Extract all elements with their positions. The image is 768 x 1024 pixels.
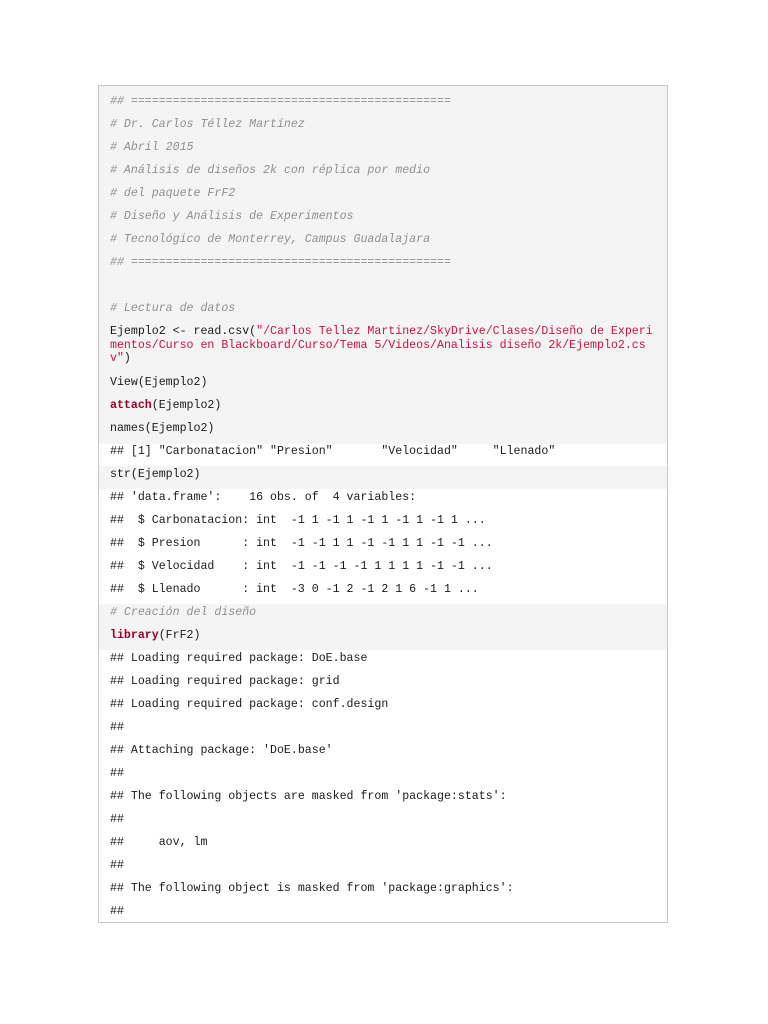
code-document-frame xyxy=(98,85,668,923)
comment-course: # Diseño y Análisis de Experimentos xyxy=(110,210,354,223)
output-library-line: ## The following objects are masked from 'package:stats': xyxy=(110,790,507,803)
comment-school: # Tecnológico de Monterrey, Campus Guadalajara xyxy=(110,233,431,246)
output-library-line: ## Attaching package: 'DoE.base' xyxy=(110,744,333,757)
output-library-line: ## xyxy=(110,859,124,872)
comment-lectura: # Lectura de datos xyxy=(110,302,236,315)
output-library-line: ## Loading required package: conf.design xyxy=(110,698,389,711)
output-str-line: ## $ Velocidad : int -1 -1 -1 -1 1 1 1 1 -1 -1 ... xyxy=(110,560,493,573)
code-close-paren: ) xyxy=(123,352,131,365)
output-names: ## [1] "Carbonatacion" "Presion" "Velocidad" "Llenado" xyxy=(110,445,556,458)
code-read-csv xyxy=(110,325,657,366)
code-keyword-library: library xyxy=(110,629,159,642)
comment-description: # Análisis de diseños 2k con réplica por medio xyxy=(110,164,431,177)
code-keyword-attach: attach xyxy=(110,399,152,412)
output-str-line: ## $ Carbonatacion: int -1 1 -1 1 -1 1 -1 1 -1 1 ... xyxy=(110,514,486,527)
code-library-args: (FrF2) xyxy=(158,629,201,642)
comment-author: # Dr. Carlos Téllez Martínez xyxy=(110,118,305,131)
output-library-line: ## Loading required package: DoE.base xyxy=(110,652,368,665)
output-library-line: ## The following object is masked from 'package:graphics': xyxy=(110,882,514,895)
code-library xyxy=(110,629,657,643)
comment-package: # del paquete FrF2 xyxy=(110,187,236,200)
comment-rule-top: ## ============================================== xyxy=(110,95,451,108)
code-assign: Ejemplo2 <- read.csv( xyxy=(110,325,257,338)
code-names: names(Ejemplo2) xyxy=(110,422,215,435)
output-str-line: ## $ Llenado : int -3 0 -1 2 -1 2 1 6 -1 1 ... xyxy=(110,583,479,596)
comment-date: # Abril 2015 xyxy=(110,141,194,154)
output-library-line: ## xyxy=(110,767,124,780)
output-library-line: ## xyxy=(110,813,124,826)
output-library-line: ## Loading required package: grid xyxy=(110,675,340,688)
code-str: str(Ejemplo2) xyxy=(110,468,201,481)
output-library-line: ## xyxy=(110,721,124,734)
code-attach xyxy=(110,399,657,413)
code-view: View(Ejemplo2) xyxy=(110,376,208,389)
code-attach-args: (Ejemplo2) xyxy=(151,399,222,412)
output-str-line: ## $ Presion : int -1 -1 1 1 -1 -1 1 1 -1 -1 ... xyxy=(110,537,493,550)
output-str-line: ## 'data.frame': 16 obs. of 4 variables: xyxy=(110,491,417,504)
output-library-line: ## aov, lm xyxy=(110,836,208,849)
comment-creacion: # Creación del diseño xyxy=(110,606,257,619)
comment-rule-bottom: ## ============================================== xyxy=(110,256,451,269)
output-library-line: ## xyxy=(110,905,124,918)
code-path-string: "/Carlos Tellez Martinez/SkyDrive/Clases/Diseño de Experimentos/Curso en Blackboard/Curso/Tema 5/Videos/Analisis diseño 2k/Ejemplo2.csv" xyxy=(110,325,653,365)
